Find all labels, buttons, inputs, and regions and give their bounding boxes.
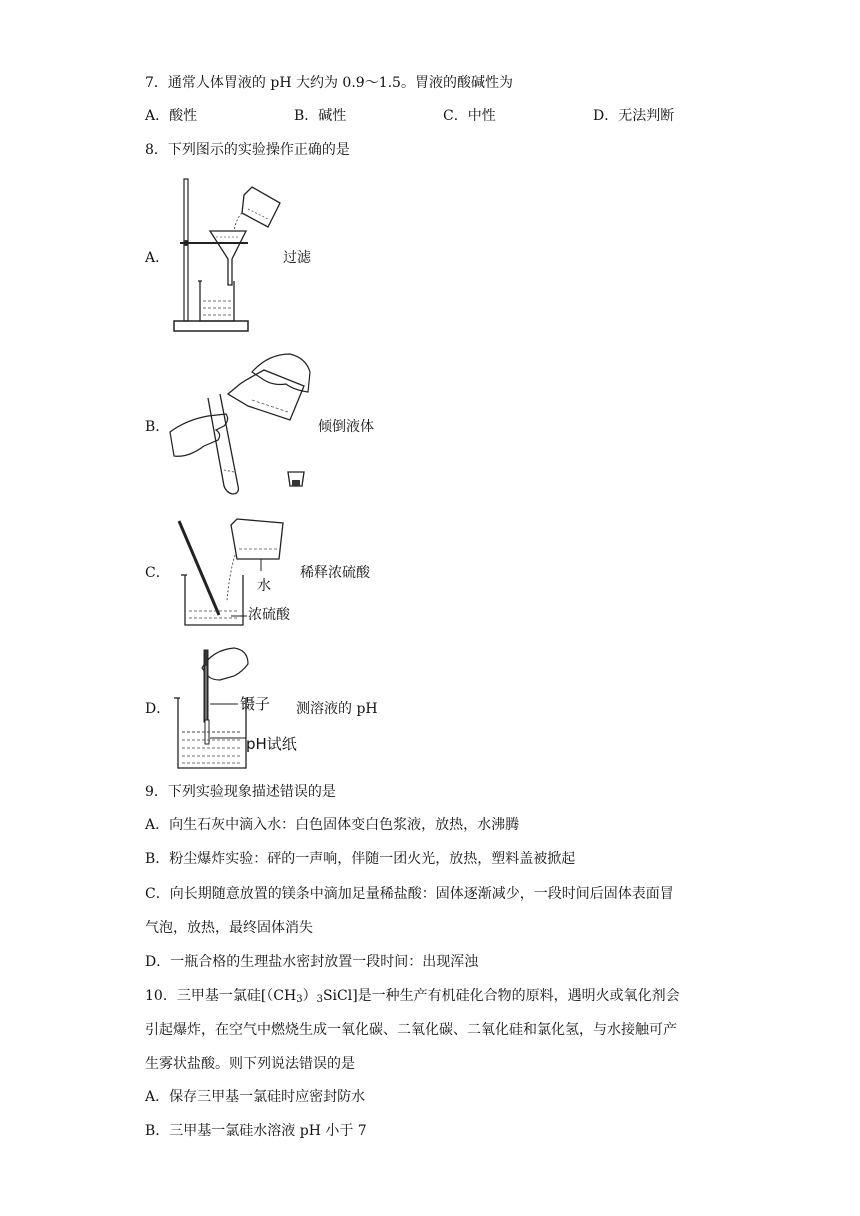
q8-option-d-caption: 测溶液的 pH — [296, 701, 378, 717]
q8-option-c-caption: 稀释浓硫酸 — [300, 565, 370, 581]
fig-label-water: 水 — [257, 578, 271, 594]
pouring-liquid-figure — [168, 350, 313, 495]
q10-stem-line2: 引起爆炸，在空气中燃烧生成一氧化碳、二氧化碳、二氧化硅和氯化氢，与水接触可产 — [145, 1022, 677, 1038]
q10-stem-line1 — [145, 986, 680, 1010]
q9-option-d[interactable]: D．一瓶合格的生理盐水密封放置一段时间：出现浑浊 — [145, 954, 479, 970]
q10-stem-b: ） — [302, 988, 317, 1004]
fig-label-ph-paper: pH试纸 — [246, 735, 297, 753]
q9-option-c-cont: 气泡，放热，最终固体消失 — [145, 920, 313, 936]
q8-option-a-label[interactable]: A． — [145, 250, 170, 266]
q8-option-d-label[interactable]: D． — [145, 701, 171, 717]
q10-option-a[interactable]: A．保存三甲基一氯硅时应密封防水 — [145, 1089, 366, 1105]
q10-stem-c: SiCl]是一种生产有机硅化合物的原料，遇明火或氧化剂会 — [322, 988, 680, 1004]
q8-option-a-caption: 过滤 — [283, 250, 311, 266]
q10-option-b[interactable]: B．三甲基一氯硅水溶液 pH 小于 7 — [145, 1123, 367, 1139]
q8-stem: 8．下列图示的实验操作正确的是 — [145, 142, 350, 158]
q9-option-a[interactable]: A．向生石灰中滴入水：白色固体变白色浆液，放热，水沸腾 — [145, 817, 520, 833]
q7-option-d[interactable]: D．无法判断 — [593, 108, 675, 124]
q10-stem-sub: 3 — [296, 994, 303, 1005]
q10-stem-a: 10．三甲基一氯硅[（CH — [145, 988, 297, 1004]
q7-option-a[interactable]: A．酸性 — [145, 108, 198, 124]
q8-option-c-label[interactable]: C． — [145, 565, 170, 581]
filtration-figure — [170, 175, 285, 335]
q9-option-b[interactable]: B．粉尘爆炸实验：砰的一声响，伴随一团火光，放热，塑料盖被掀起 — [145, 851, 576, 867]
fig-label-conc-sulfuric-acid: 浓硫酸 — [248, 607, 290, 623]
q10-stem-sub2: 3 — [316, 994, 323, 1005]
q7-option-b[interactable]: B．碱性 — [294, 108, 347, 124]
q7-stem: 7．通常人体胃液的 pH 大约为 0.9～1.5。胃液的酸碱性为 — [145, 75, 513, 91]
q8-option-b-caption: 倾倒液体 — [318, 419, 374, 435]
q8-option-b-label[interactable]: B． — [145, 419, 170, 435]
q9-stem: 9．下列实验现象描述错误的是 — [145, 784, 336, 800]
q10-stem-line3: 生雾状盐酸。则下列说法错误的是 — [145, 1056, 355, 1072]
q9-option-c[interactable]: C．向长期随意放置的镁条中滴加足量稀盐酸：固体逐渐减少，一段时间后固体表面冒 — [145, 886, 674, 902]
fig-label-tweezers: 镊子 — [240, 695, 271, 713]
q7-option-c[interactable]: C．中性 — [443, 108, 496, 124]
